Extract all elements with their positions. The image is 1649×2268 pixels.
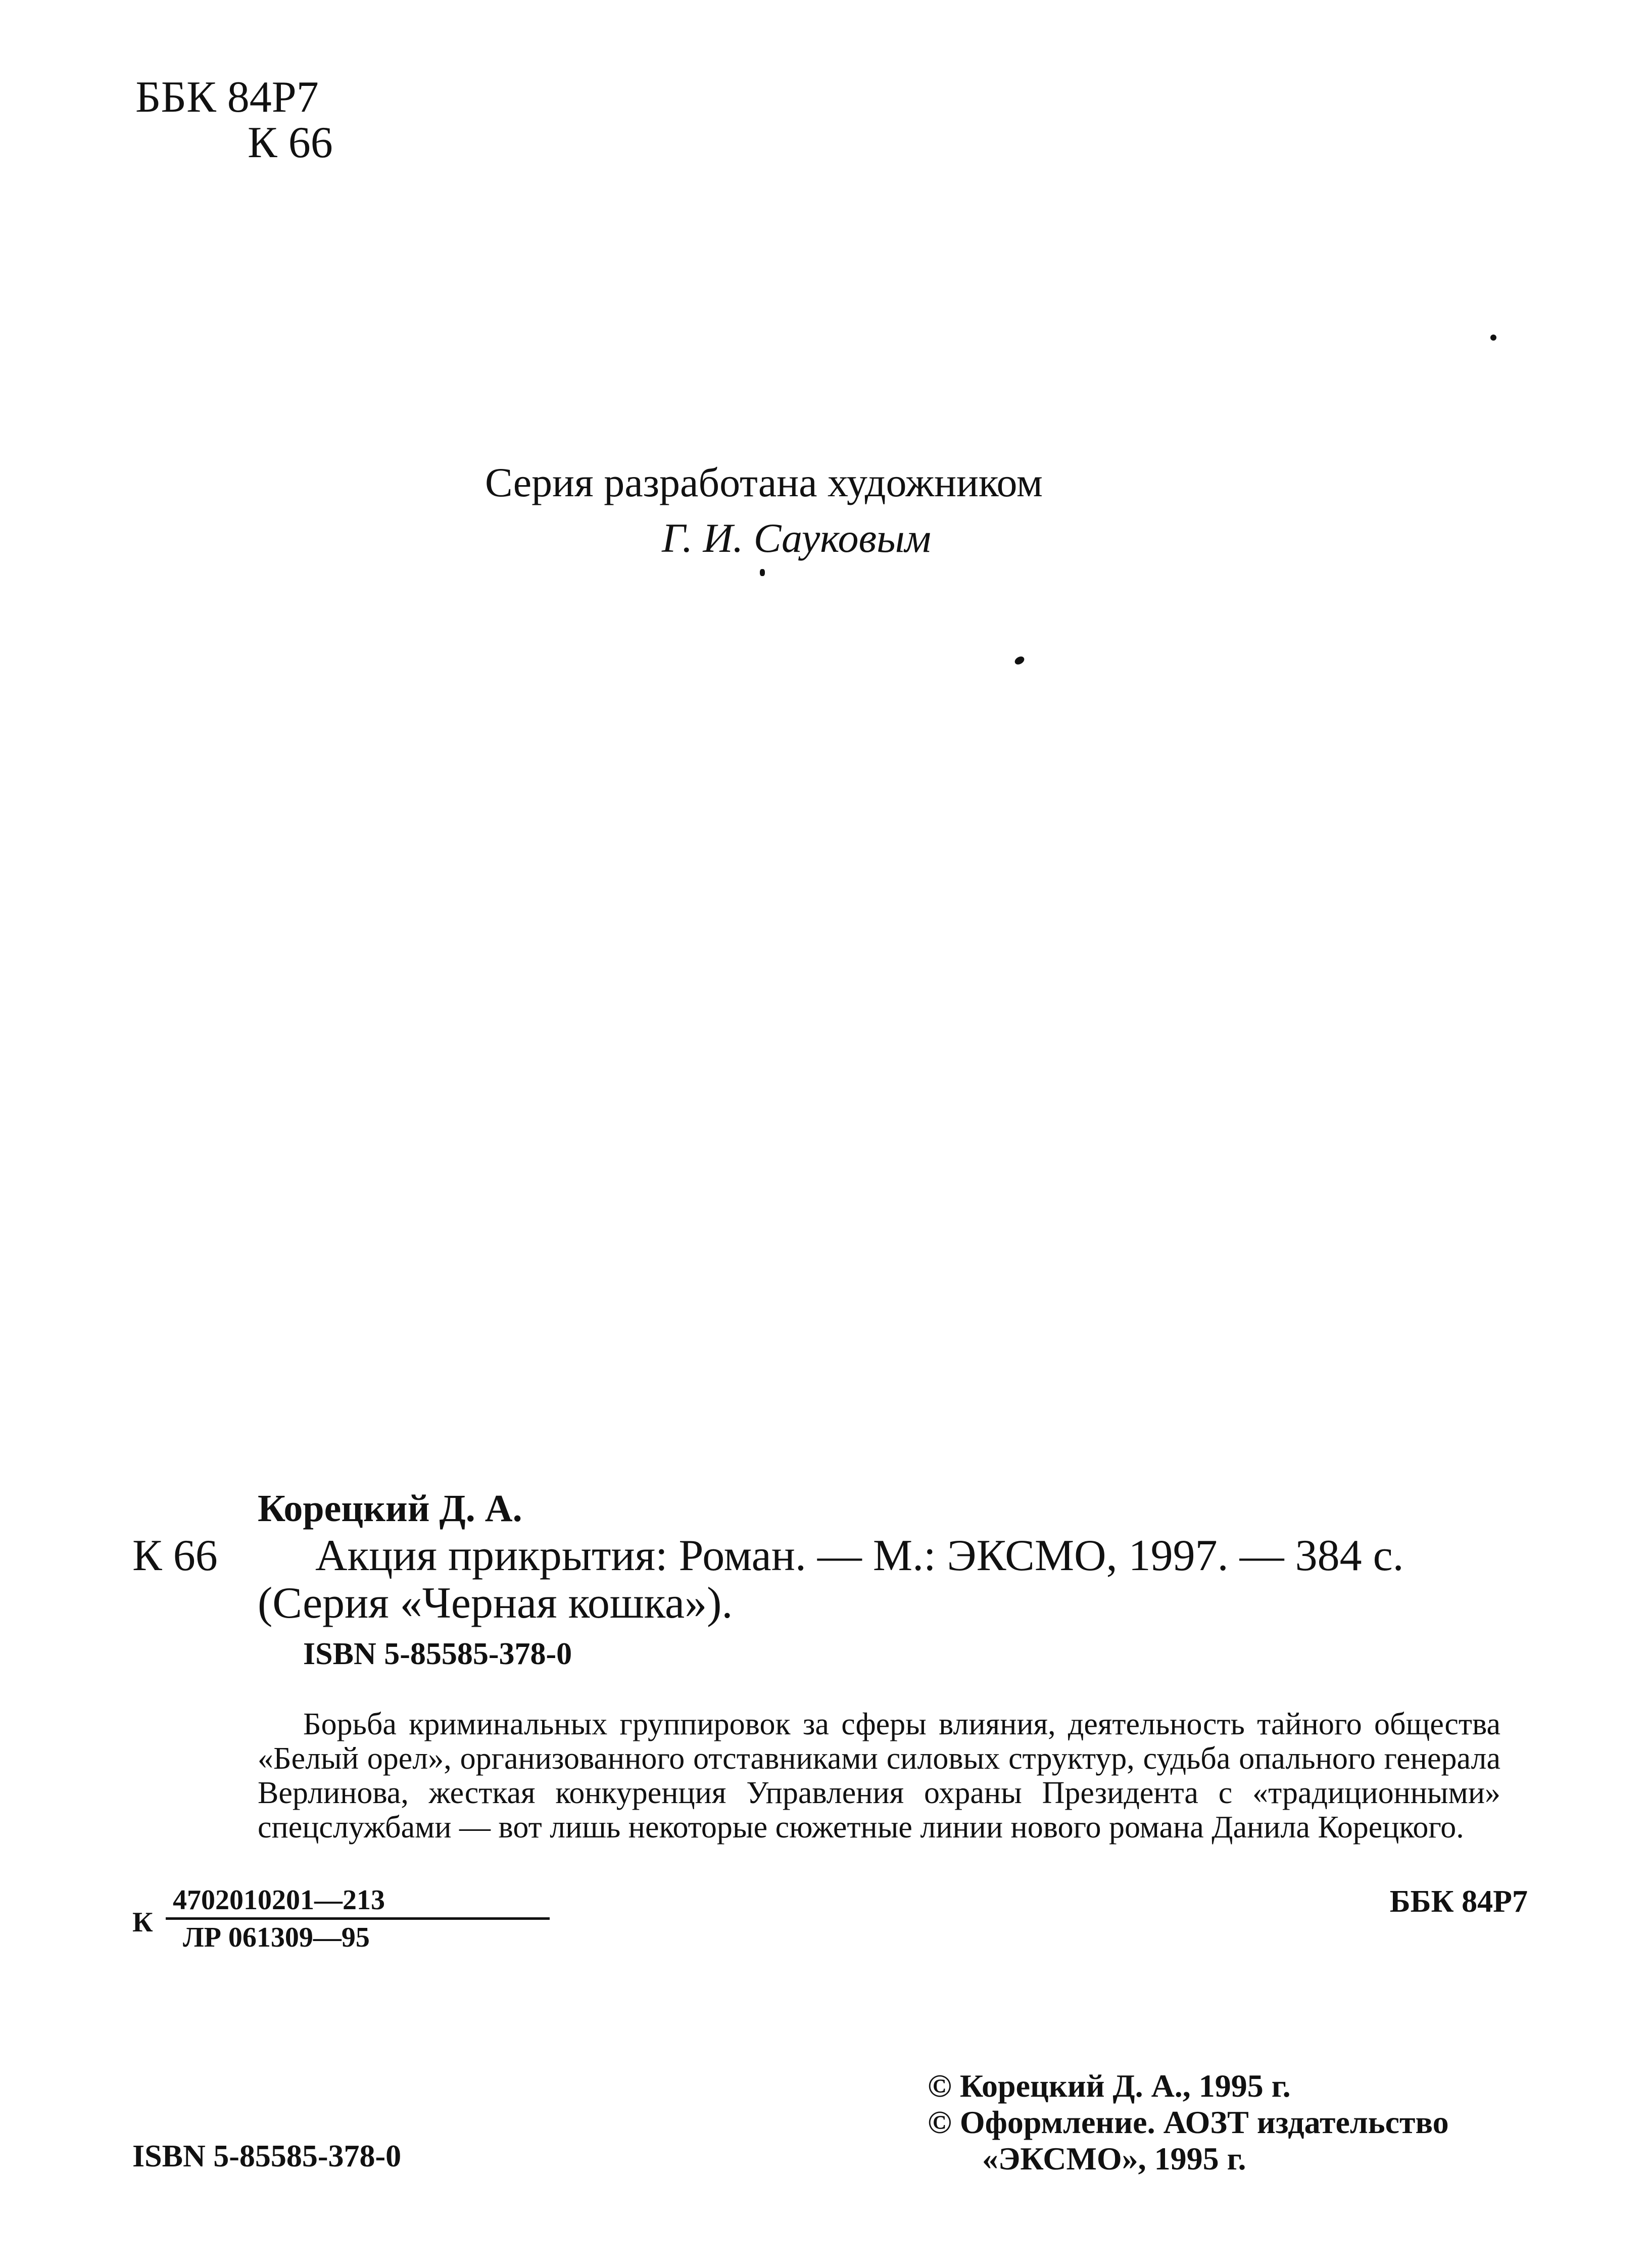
print-speck — [1490, 335, 1496, 341]
print-speck — [760, 569, 765, 576]
index-code-denominator: ЛР 061309—95 — [183, 1922, 370, 1953]
index-code-letter: К — [132, 1907, 153, 1938]
copyright-publisher: «ЭКСМО», 1995 г. — [982, 2141, 1246, 2177]
index-code-numerator: 4702010201—213 — [173, 1884, 385, 1916]
copyright-author: © Корецкий Д. А., 1995 г. — [928, 2068, 1291, 2104]
bbk-footer: ББК 84Р7 — [1389, 1884, 1528, 1919]
bbk-header-code: ББК 84Р7 — [135, 73, 319, 122]
copyright-design: © Оформление. АОЗТ издательство — [928, 2104, 1449, 2140]
catalog-annotation: Борьба криминальных группировок за сферы влияния, деятельность тайного общества «Белый орел», организованного отставниками силовых структур, судьба опального генерала Верлинова, жесткая конкуренция Управления охраны Президента с «традиционными» спецслужбами — вот лишь некоторые сюжетные линии нового романа Данила Корецкого. — [258, 1707, 1500, 1845]
catalog-author: Корецкий Д. А. — [258, 1487, 522, 1530]
catalog-title: Акция прикрытия: Роман. — М.: ЭКСМО, 1997. — 384 с. — [315, 1531, 1404, 1580]
bbk-header — [135, 75, 333, 166]
print-speck — [1013, 655, 1026, 666]
series-note-text: Серия разработана художником — [485, 459, 1043, 505]
catalog-code: К 66 — [132, 1531, 218, 1580]
bbk-header-author-mark: К 66 — [248, 118, 333, 167]
series-artist: Г. И. Сауковым — [662, 515, 931, 561]
catalog-isbn: ISBN 5-85585-378-0 — [303, 1637, 572, 1671]
catalog-series: (Серия «Черная кошка»). — [258, 1579, 733, 1628]
fraction-bar — [166, 1917, 550, 1920]
isbn-footer: ISBN 5-85585-378-0 — [132, 2139, 402, 2174]
series-note — [485, 455, 1043, 566]
copyright-block — [928, 2068, 1449, 2177]
